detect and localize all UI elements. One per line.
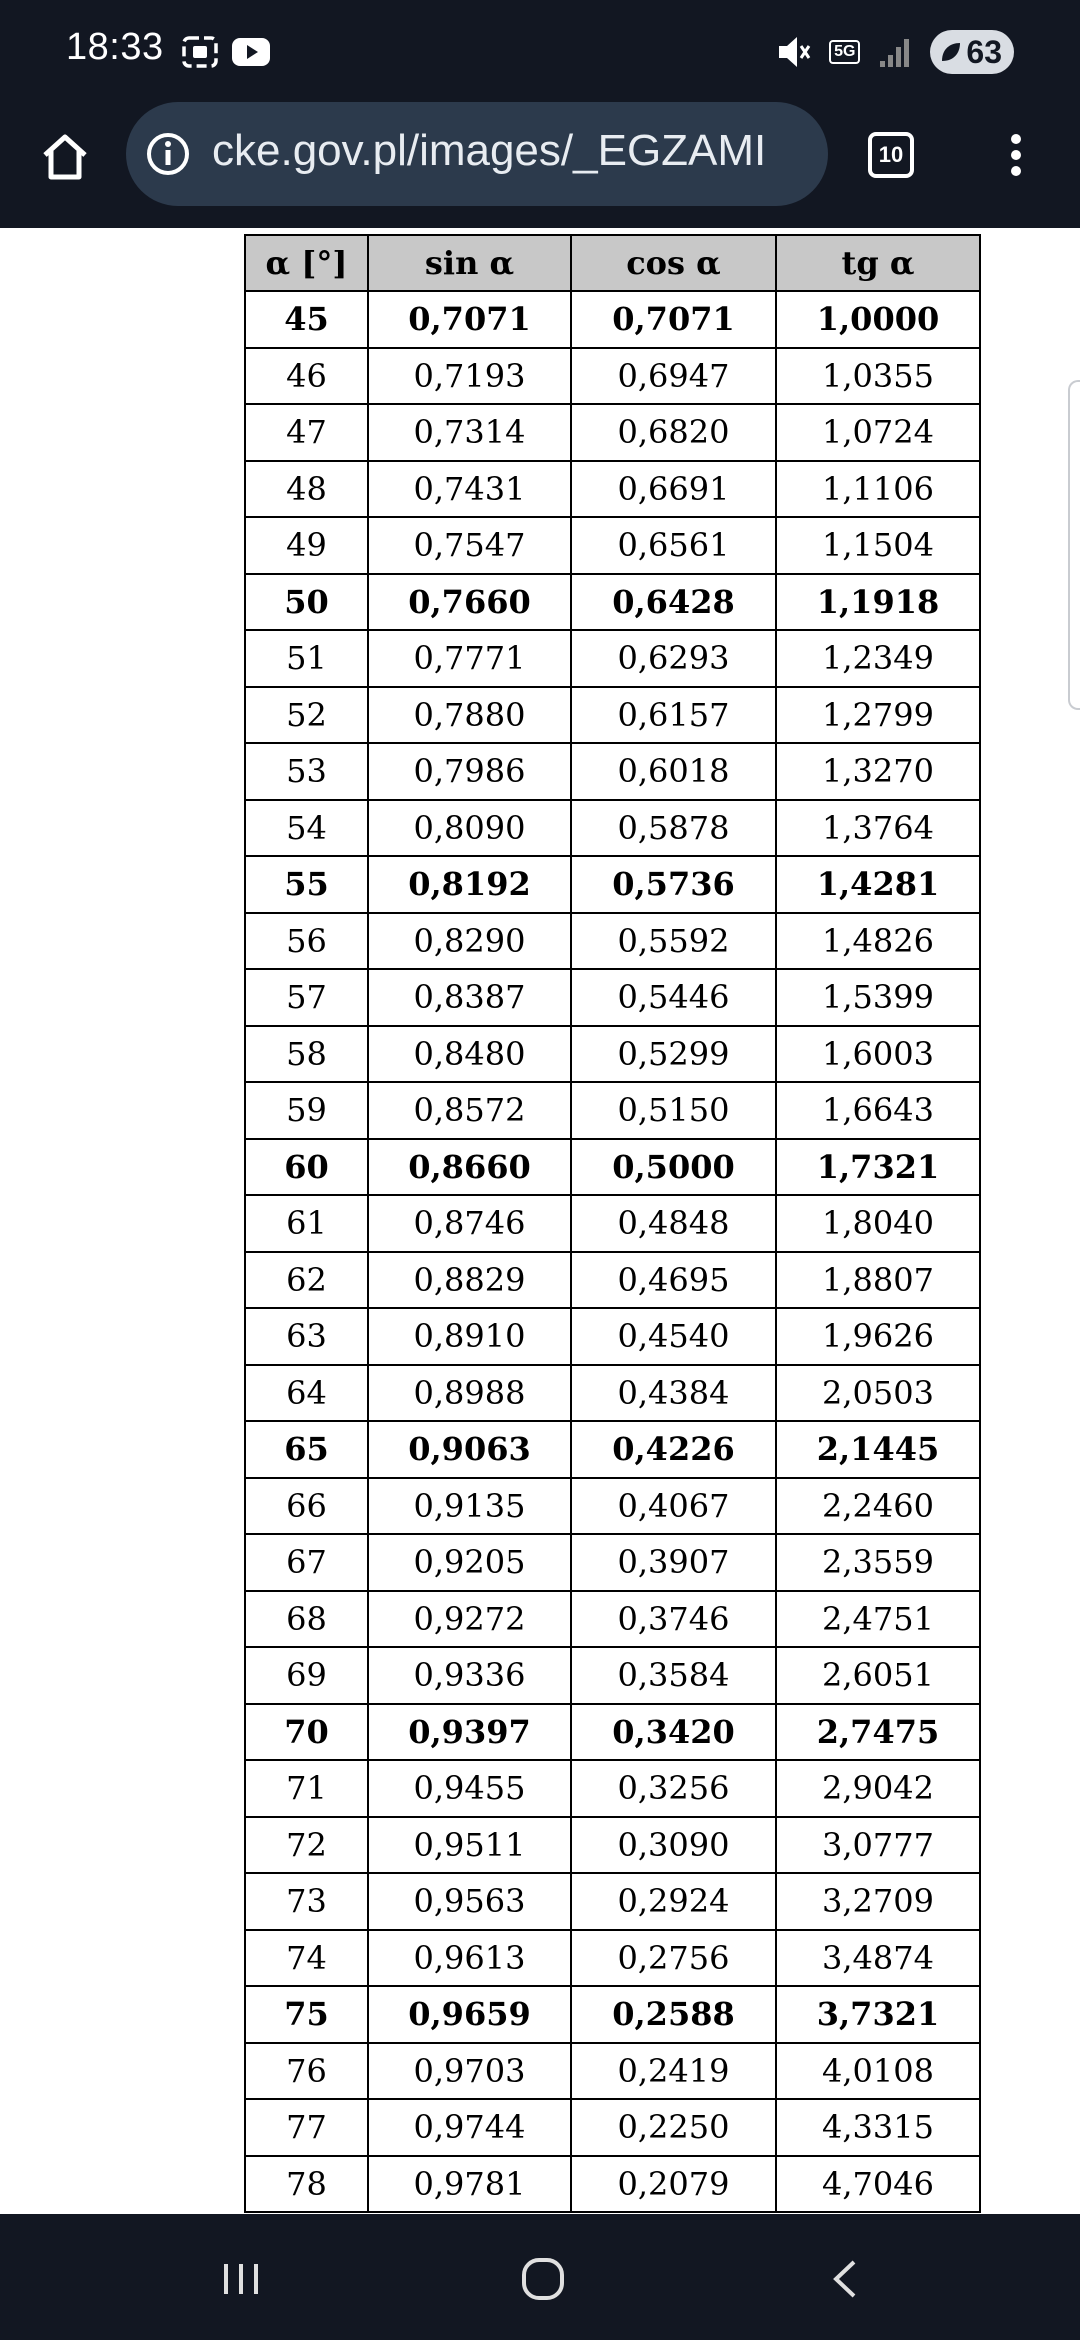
- tg-cell: 1,9626: [776, 1308, 980, 1365]
- menu-dot-icon: [1011, 134, 1021, 144]
- tg-cell: 1,8807: [776, 1252, 980, 1309]
- home-circle-icon: [516, 2252, 570, 2306]
- table-row: [245, 1308, 980, 1365]
- table-row: [245, 291, 980, 348]
- table-header-row: [245, 235, 980, 291]
- table-row: [245, 348, 980, 405]
- table-row: [245, 630, 980, 687]
- tg-cell: 3,4874: [776, 1930, 980, 1987]
- tg-cell: 1,5399: [776, 969, 980, 1026]
- table-row: [245, 969, 980, 1026]
- cos-cell: 0,5446: [571, 969, 776, 1026]
- sin-cell: 0,9336: [368, 1647, 571, 1704]
- cos-cell: 0,2588: [571, 1986, 776, 2043]
- tg-cell: 1,2799: [776, 687, 980, 744]
- header-cos: cos α: [571, 235, 776, 291]
- tg-cell: 3,0777: [776, 1817, 980, 1874]
- side-panel-handle[interactable]: [1068, 380, 1080, 710]
- tg-cell: 4,0108: [776, 2043, 980, 2100]
- tg-cell: 1,7321: [776, 1139, 980, 1196]
- angle-cell: 69: [245, 1647, 368, 1704]
- angle-cell: 73: [245, 1873, 368, 1930]
- navigation-bar: [0, 2214, 1080, 2340]
- mute-icon: [775, 32, 811, 72]
- tg-cell: 1,1504: [776, 517, 980, 574]
- cos-cell: 0,6157: [571, 687, 776, 744]
- sin-cell: 0,9397: [368, 1704, 571, 1761]
- cos-cell: 0,3746: [571, 1591, 776, 1648]
- cos-cell: 0,2924: [571, 1873, 776, 1930]
- angle-cell: 65: [245, 1421, 368, 1478]
- cos-cell: 0,5878: [571, 800, 776, 857]
- header-sin: sin α: [368, 235, 571, 291]
- angle-cell: 78: [245, 2156, 368, 2213]
- battery-level: 63: [966, 33, 1002, 70]
- angle-cell: 63: [245, 1308, 368, 1365]
- sin-cell: 0,7771: [368, 630, 571, 687]
- table-row: [245, 461, 980, 518]
- sin-cell: 0,8192: [368, 856, 571, 913]
- tg-cell: 3,2709: [776, 1873, 980, 1930]
- cos-cell: 0,2079: [571, 2156, 776, 2213]
- cos-cell: 0,3256: [571, 1760, 776, 1817]
- cos-cell: 0,4540: [571, 1308, 776, 1365]
- cos-cell: 0,2756: [571, 1930, 776, 1987]
- sin-cell: 0,7193: [368, 348, 571, 405]
- cos-cell: 0,6018: [571, 743, 776, 800]
- tg-cell: 2,2460: [776, 1478, 980, 1535]
- tg-cell: 1,8040: [776, 1195, 980, 1252]
- table-row: [245, 1986, 980, 2043]
- table-row: [245, 1082, 980, 1139]
- angle-cell: 54: [245, 800, 368, 857]
- sin-cell: 0,8988: [368, 1365, 571, 1422]
- table-row: [245, 1930, 980, 1987]
- angle-cell: 67: [245, 1534, 368, 1591]
- angle-cell: 47: [245, 404, 368, 461]
- table-row: [245, 1026, 980, 1083]
- tg-cell: 1,4826: [776, 913, 980, 970]
- tg-cell: 1,2349: [776, 630, 980, 687]
- back-chevron-icon: [820, 2254, 870, 2304]
- status-notification-icons: [180, 32, 272, 72]
- cos-cell: 0,6293: [571, 630, 776, 687]
- angle-cell: 45: [245, 291, 368, 348]
- tg-cell: 1,1106: [776, 461, 980, 518]
- home-nav-button[interactable]: [508, 2244, 578, 2314]
- angle-cell: 71: [245, 1760, 368, 1817]
- page-content[interactable]: [0, 228, 1080, 2234]
- cos-cell: 0,4384: [571, 1365, 776, 1422]
- table-row: [245, 404, 980, 461]
- cos-cell: 0,2250: [571, 2099, 776, 2156]
- table-row: [245, 1760, 980, 1817]
- cos-cell: 0,4848: [571, 1195, 776, 1252]
- tg-cell: 2,4751: [776, 1591, 980, 1648]
- table-row: [245, 574, 980, 631]
- cos-cell: 0,3907: [571, 1534, 776, 1591]
- tg-cell: 1,4281: [776, 856, 980, 913]
- tg-cell: 3,7321: [776, 1986, 980, 2043]
- cos-cell: 0,3090: [571, 1817, 776, 1874]
- tg-cell: 4,7046: [776, 2156, 980, 2213]
- tg-cell: 1,3270: [776, 743, 980, 800]
- tg-cell: 1,1918: [776, 574, 980, 631]
- sin-cell: 0,9613: [368, 1930, 571, 1987]
- cos-cell: 0,5592: [571, 913, 776, 970]
- table-row: [245, 913, 980, 970]
- angle-cell: 52: [245, 687, 368, 744]
- sin-cell: 0,8910: [368, 1308, 571, 1365]
- home-button[interactable]: [30, 122, 100, 192]
- angle-cell: 77: [245, 2099, 368, 2156]
- url-text[interactable]: cke.gov.pl/images/_EGZAMI: [212, 126, 767, 175]
- sin-cell: 0,9205: [368, 1534, 571, 1591]
- screen-record-icon: [180, 32, 220, 72]
- table-row: [245, 743, 980, 800]
- sin-cell: 0,8290: [368, 913, 571, 970]
- tab-switcher-button[interactable]: 10: [868, 132, 914, 178]
- angle-cell: 49: [245, 517, 368, 574]
- sin-cell: 0,9511: [368, 1817, 571, 1874]
- cos-cell: 0,5299: [571, 1026, 776, 1083]
- tg-cell: 1,0355: [776, 348, 980, 405]
- sin-cell: 0,8829: [368, 1252, 571, 1309]
- cos-cell: 0,6561: [571, 517, 776, 574]
- tg-cell: 2,3559: [776, 1534, 980, 1591]
- sin-cell: 0,9781: [368, 2156, 571, 2213]
- table-row: [245, 2043, 980, 2100]
- signal-icon: [878, 35, 912, 69]
- tg-cell: 1,6643: [776, 1082, 980, 1139]
- status-bar: [0, 0, 1080, 102]
- address-bar[interactable]: [126, 102, 828, 206]
- status-time: 18:33: [66, 26, 164, 68]
- tg-cell: 4,3315: [776, 2099, 980, 2156]
- table-row: [245, 2099, 980, 2156]
- table-row: [245, 1704, 980, 1761]
- youtube-icon: [230, 32, 272, 72]
- cos-cell: 0,6947: [571, 348, 776, 405]
- table-row: [245, 1195, 980, 1252]
- table-row: [245, 1365, 980, 1422]
- cos-cell: 0,6820: [571, 404, 776, 461]
- header-tg: tg α: [776, 235, 980, 291]
- status-system-icons: [775, 30, 1014, 74]
- sin-cell: 0,8387: [368, 969, 571, 1026]
- table-row: [245, 1534, 980, 1591]
- tg-cell: 2,9042: [776, 1760, 980, 1817]
- back-button[interactable]: [810, 2244, 880, 2314]
- network-type-badge: 5G: [829, 40, 860, 64]
- angle-cell: 50: [245, 574, 368, 631]
- sin-cell: 0,9063: [368, 1421, 571, 1478]
- angle-cell: 72: [245, 1817, 368, 1874]
- battery-indicator: [930, 30, 1014, 74]
- cos-cell: 0,3584: [571, 1647, 776, 1704]
- sin-cell: 0,7314: [368, 404, 571, 461]
- cos-cell: 0,4067: [571, 1478, 776, 1535]
- angle-cell: 58: [245, 1026, 368, 1083]
- table-row: [245, 1873, 980, 1930]
- tg-cell: 2,6051: [776, 1647, 980, 1704]
- tg-cell: 2,1445: [776, 1421, 980, 1478]
- sin-cell: 0,8480: [368, 1026, 571, 1083]
- tg-cell: 1,0000: [776, 291, 980, 348]
- tg-cell: 1,0724: [776, 404, 980, 461]
- sin-cell: 0,8090: [368, 800, 571, 857]
- angle-cell: 70: [245, 1704, 368, 1761]
- angle-cell: 53: [245, 743, 368, 800]
- sin-cell: 0,7660: [368, 574, 571, 631]
- tg-cell: 1,3764: [776, 800, 980, 857]
- sin-cell: 0,9703: [368, 2043, 571, 2100]
- home-icon: [37, 129, 93, 185]
- table-row: [245, 1647, 980, 1704]
- recent-apps-icon: [216, 2254, 266, 2304]
- table-row: [245, 1591, 980, 1648]
- angle-cell: 75: [245, 1986, 368, 2043]
- table-row: [245, 1139, 980, 1196]
- sin-cell: 0,7547: [368, 517, 571, 574]
- tg-cell: 1,6003: [776, 1026, 980, 1083]
- angle-cell: 57: [245, 969, 368, 1026]
- table-row: [245, 1478, 980, 1535]
- angle-cell: 76: [245, 2043, 368, 2100]
- angle-cell: 46: [245, 348, 368, 405]
- sin-cell: 0,9659: [368, 1986, 571, 2043]
- sin-cell: 0,8660: [368, 1139, 571, 1196]
- header-angle: α [°]: [245, 235, 368, 291]
- cos-cell: 0,4226: [571, 1421, 776, 1478]
- table-row: [245, 1817, 980, 1874]
- angle-cell: 51: [245, 630, 368, 687]
- overflow-menu-button[interactable]: [996, 124, 1036, 186]
- angle-cell: 55: [245, 856, 368, 913]
- angle-cell: 66: [245, 1478, 368, 1535]
- sin-cell: 0,9272: [368, 1591, 571, 1648]
- table-row: [245, 1421, 980, 1478]
- cos-cell: 0,5000: [571, 1139, 776, 1196]
- table-row: [245, 2156, 980, 2213]
- trig-values-table: [244, 234, 981, 2213]
- table-row: [245, 800, 980, 857]
- table-row: [245, 517, 980, 574]
- cos-cell: 0,5736: [571, 856, 776, 913]
- cos-cell: 0,2419: [571, 2043, 776, 2100]
- table-row: [245, 687, 980, 744]
- sin-cell: 0,7071: [368, 291, 571, 348]
- table-row: [245, 1252, 980, 1309]
- angle-cell: 64: [245, 1365, 368, 1422]
- table-row: [245, 856, 980, 913]
- tg-cell: 2,7475: [776, 1704, 980, 1761]
- cos-cell: 0,7071: [571, 291, 776, 348]
- angle-cell: 61: [245, 1195, 368, 1252]
- sin-cell: 0,8572: [368, 1082, 571, 1139]
- sin-cell: 0,9563: [368, 1873, 571, 1930]
- table-body: [245, 291, 980, 2212]
- angle-cell: 60: [245, 1139, 368, 1196]
- cos-cell: 0,4695: [571, 1252, 776, 1309]
- sin-cell: 0,7431: [368, 461, 571, 518]
- angle-cell: 68: [245, 1591, 368, 1648]
- sin-cell: 0,9455: [368, 1760, 571, 1817]
- angle-cell: 62: [245, 1252, 368, 1309]
- cos-cell: 0,5150: [571, 1082, 776, 1139]
- angle-cell: 74: [245, 1930, 368, 1987]
- sin-cell: 0,7880: [368, 687, 571, 744]
- cos-cell: 0,6691: [571, 461, 776, 518]
- angle-cell: 48: [245, 461, 368, 518]
- battery-saver-icon: [938, 39, 964, 65]
- menu-dot-icon: [1011, 166, 1021, 176]
- recent-apps-button[interactable]: [206, 2244, 276, 2314]
- site-info-icon[interactable]: [144, 130, 192, 178]
- sin-cell: 0,8746: [368, 1195, 571, 1252]
- sin-cell: 0,7986: [368, 743, 571, 800]
- cos-cell: 0,3420: [571, 1704, 776, 1761]
- menu-dot-icon: [1011, 150, 1021, 160]
- sin-cell: 0,9744: [368, 2099, 571, 2156]
- sin-cell: 0,9135: [368, 1478, 571, 1535]
- angle-cell: 56: [245, 913, 368, 970]
- angle-cell: 59: [245, 1082, 368, 1139]
- browser-toolbar: [0, 102, 1080, 228]
- cos-cell: 0,6428: [571, 574, 776, 631]
- tg-cell: 2,0503: [776, 1365, 980, 1422]
